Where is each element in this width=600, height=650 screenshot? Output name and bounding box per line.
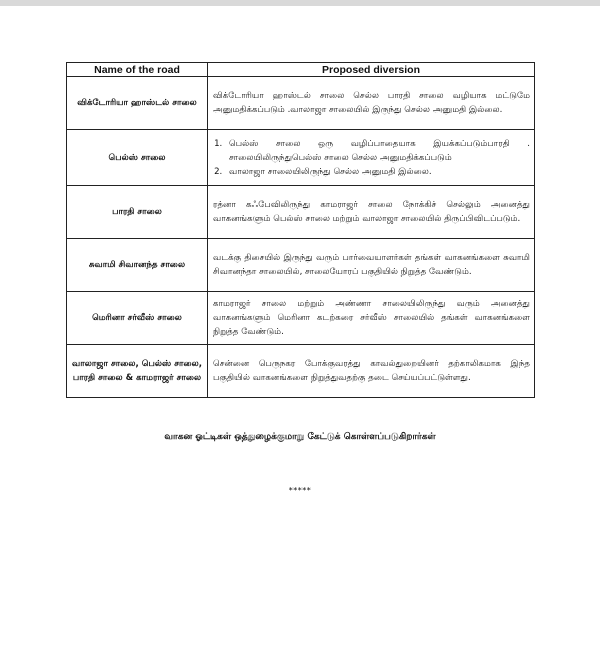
table-row bbox=[67, 292, 535, 345]
diversion-cell: காமராஜர் சாலை மற்றும் அண்ணா சாலையிலிருந்து வரும் அனைத்து வாகனங்களும் மெரினா கடற்கரை சர்வீஸ் சாலையில் தங்கள் வாகனங்களை நிறுத்த வேண்டும். bbox=[208, 292, 535, 345]
road-name-cell: விக்டோரியா ஹாஸ்டல் சாலை bbox=[67, 77, 208, 130]
diversion-cell: விக்டோரியா ஹாஸ்டல் சாலை செல்ல பாரதி சாலை வழியாக மட்டுமே அனுமதிக்கப்படும் .வாலாஜா சாலையில் இருந்து செல்ல அனுமதி இல்லை. bbox=[208, 77, 535, 130]
header-road-name: Name of the road bbox=[67, 63, 208, 77]
road-name-cell: பெல்ஸ் சாலை bbox=[67, 130, 208, 186]
top-border-bar bbox=[0, 0, 600, 6]
list-item: 2. வாலாஜா சாலையிலிருந்து செல்ல அனுமதி இல்லை. bbox=[225, 165, 530, 179]
table-row bbox=[67, 186, 535, 239]
diversion-list bbox=[213, 137, 530, 179]
diversion-table bbox=[66, 62, 535, 398]
table-row bbox=[67, 345, 535, 398]
diversion-cell bbox=[208, 130, 535, 186]
road-name-cell: மெரினா சர்வீஸ் சாலை bbox=[67, 292, 208, 345]
end-mark: ***** bbox=[288, 486, 312, 495]
diversion-cell: சென்னை பெருநகர போக்குவரத்து காவல்துறையினர் தற்காலிகமாக இந்த பகுதியில் வாகனங்களை நிறுத்துவதற்கு தடை செய்யப்பட்டுள்ளது. bbox=[208, 345, 535, 398]
diversion-cell: ரத்னா கஃபேவிலிருந்து காமராஜர் சாலை நோக்கிச் செல்லும் அனைத்து வாகனங்களும் பெல்ஸ் சாலை மற்றும் வாலாஜா சாலையில் திருப்பிவிடப்படும். bbox=[208, 186, 535, 239]
table-row bbox=[67, 239, 535, 292]
table-header-row bbox=[67, 63, 535, 77]
road-name-cell: சுவாமி சிவானந்த சாலை bbox=[67, 239, 208, 292]
road-name-cell: வாலாஜா சாலை, பெல்ஸ் சாலை, பாரதி சாலை & காமராஜர் சாலை bbox=[67, 345, 208, 398]
diversion-cell: வடக்கு திசையில் இருந்து வரும் பார்வையாளர்கள் தங்கள் வாகனங்களை சுவாமி சிவானந்தா சாலையில், சாலையோரப் பகுதியில் நிறுத்த வேண்டும். bbox=[208, 239, 535, 292]
list-item: 1. பெல்ஸ் சாலை ஒரு வழிப்பாதையாக இயக்கப்படும்பாரதி . சாலையிலிருந்துபெல்ஸ் சாலை செல்ல அனுமதிக்கப்படும் bbox=[225, 137, 530, 165]
road-name-cell: பாரதி சாலை bbox=[67, 186, 208, 239]
motorist-cooperation-note: வாகன ஓட்டிகள் ஒத்துழைக்குமாறு கேட்டுக் கொள்ளப்படுகிறார்கள் bbox=[164, 432, 436, 442]
table-row bbox=[67, 77, 535, 130]
table-row bbox=[67, 130, 535, 186]
header-proposed-diversion: Proposed diversion bbox=[208, 63, 535, 77]
